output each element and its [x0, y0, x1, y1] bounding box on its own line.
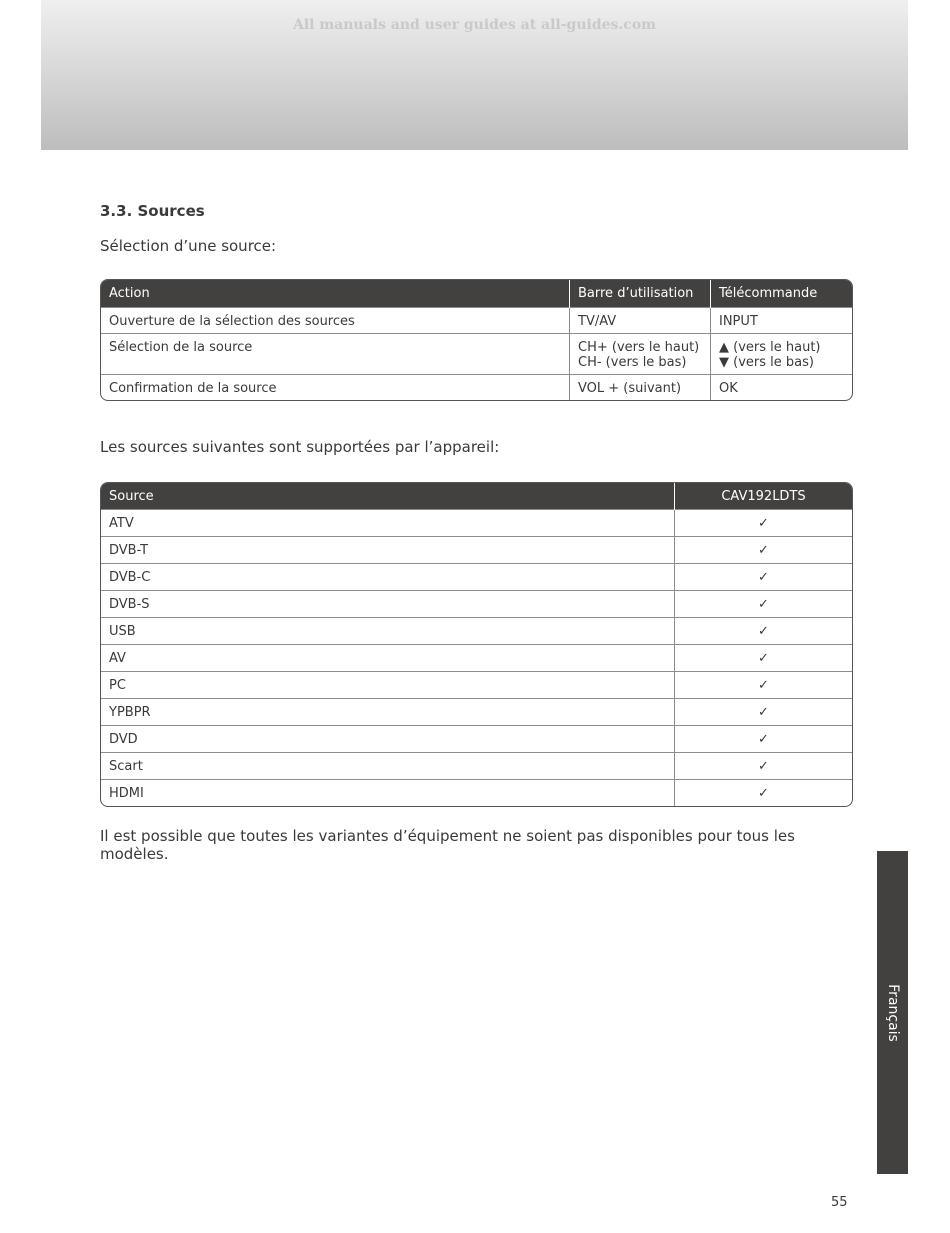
cell-line: ▲ (vers le haut): [719, 340, 821, 355]
source-selection-table: [100, 279, 853, 401]
cell-line: TV/AV: [578, 314, 617, 329]
check-mark: ✓: [675, 591, 853, 618]
cell-source: YPBPR: [101, 699, 675, 726]
header-bar: Barre d’utilisation: [570, 280, 711, 308]
cell-line: OK: [719, 381, 738, 396]
table-row: [101, 591, 852, 618]
cell-source: DVB-C: [101, 564, 675, 591]
check-mark: ✓: [675, 726, 853, 753]
check-mark: ✓: [675, 753, 853, 780]
table-row: [101, 537, 852, 564]
table-row: [101, 645, 852, 672]
check-mark: ✓: [675, 645, 853, 672]
cell-source: DVB-T: [101, 537, 675, 564]
cell-action: Sélection de la source: [101, 334, 570, 375]
cell-line: CH- (vers le bas): [578, 355, 687, 370]
check-mark: ✓: [675, 564, 853, 591]
intro-text: Sélection d’une source:: [100, 237, 277, 255]
header-band: [41, 0, 908, 150]
check-mark: ✓: [675, 510, 853, 537]
watermark: All manuals and user guides at all-guides.com: [293, 17, 656, 33]
check-mark: ✓: [675, 537, 853, 564]
header-action: Action: [101, 280, 570, 308]
supported-sources-table: [100, 482, 853, 807]
cell-action: Confirmation de la source: [101, 375, 570, 401]
table-row: [101, 334, 852, 375]
section-title: 3.3. Sources: [100, 202, 205, 220]
page-number: 55: [831, 1195, 848, 1210]
availability-note: Il est possible que toutes les variantes d’équipement ne soient pas disponibles pour tous les modèles.: [100, 827, 795, 863]
table-header-row: [101, 280, 852, 308]
table-header-row: [101, 483, 852, 510]
cell-bar: [570, 308, 711, 334]
table-row: [101, 726, 852, 753]
cell-line: CH+ (vers le haut): [578, 340, 700, 355]
cell-source: USB: [101, 618, 675, 645]
table-row: [101, 672, 852, 699]
language-label: Français: [884, 983, 901, 1042]
supported-sources-text: Les sources suivantes sont supportées par l’appareil:: [100, 438, 500, 456]
cell-source: DVB-S: [101, 591, 675, 618]
cell-bar: [570, 334, 711, 375]
check-mark: ✓: [675, 699, 853, 726]
cell-line: ▼ (vers le bas): [719, 355, 814, 370]
table-row: [101, 510, 852, 537]
header-source: Source: [101, 483, 675, 510]
cell-action: Ouverture de la sélection des sources: [101, 308, 570, 334]
table-row: [101, 753, 852, 780]
cell-source: PC: [101, 672, 675, 699]
header-model: CAV192LDTS: [675, 483, 853, 510]
cell-source: AV: [101, 645, 675, 672]
header-remote: Télécommande: [711, 280, 853, 308]
cell-source: ATV: [101, 510, 675, 537]
check-mark: ✓: [675, 618, 853, 645]
table-row: [101, 564, 852, 591]
cell-line: VOL + (suivant): [578, 381, 682, 396]
cell-line: INPUT: [719, 314, 758, 329]
table-row: [101, 699, 852, 726]
table-row: [101, 308, 852, 334]
language-side-tab: [877, 851, 908, 1174]
cell-source: Scart: [101, 753, 675, 780]
cell-remote: [711, 308, 853, 334]
check-mark: ✓: [675, 780, 853, 807]
cell-source: HDMI: [101, 780, 675, 807]
cell-source: DVD: [101, 726, 675, 753]
cell-bar: [570, 375, 711, 401]
table-row: [101, 618, 852, 645]
check-mark: ✓: [675, 672, 853, 699]
table-row: [101, 375, 852, 401]
cell-remote: [711, 334, 853, 375]
table-row: [101, 780, 852, 807]
cell-remote: [711, 375, 853, 401]
